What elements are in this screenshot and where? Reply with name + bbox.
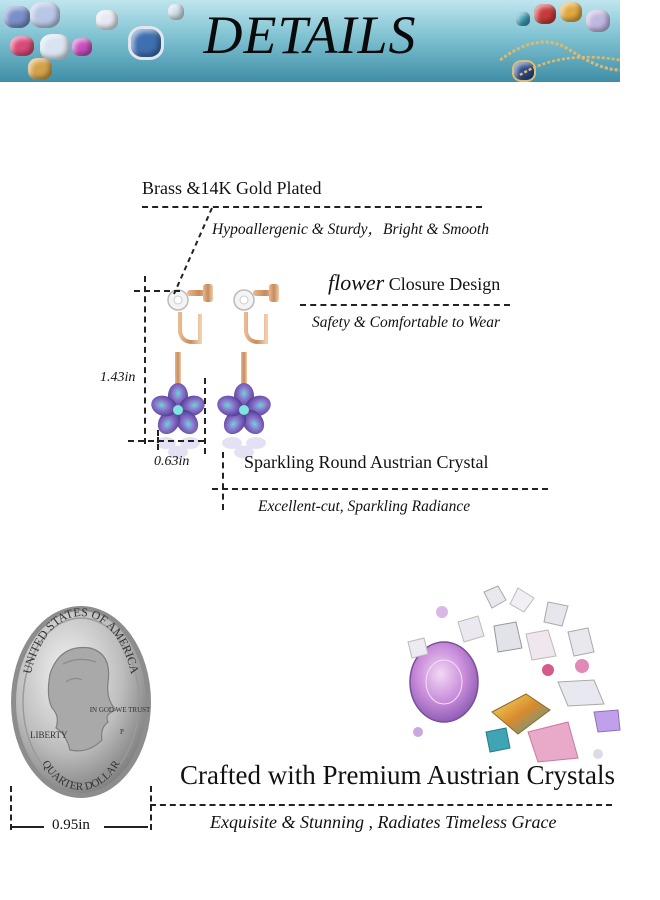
material-title: Brass &14K Gold Plated — [142, 178, 322, 198]
closure-divider — [300, 304, 510, 306]
closure-subtitle: Safety & Comfortable to Wear — [312, 314, 500, 331]
closure-title-rest: Closure Design — [384, 274, 501, 294]
bottom-subtitle: Exquisite & Stunning , Radiates Timeless Grace — [210, 812, 557, 832]
material-leader-line — [170, 206, 215, 296]
crystal-subtitle: Excellent-cut, Sparkling Radiance — [258, 498, 471, 515]
closure-title-emph: flower — [328, 270, 385, 295]
coin-liberty-text: LIBERTY — [30, 730, 68, 740]
coin-dimension-line-left — [12, 826, 44, 828]
coin-right-tick — [150, 786, 152, 830]
width-left-tick — [157, 430, 159, 450]
coin-left-tick — [10, 786, 12, 830]
gold-chain-icon — [500, 20, 620, 82]
coin-dimension-line-right — [104, 826, 148, 828]
coin-top-text: UNITED STATES OF AMERICA — [20, 604, 142, 676]
banner-title: DETAILS — [203, 5, 417, 65]
loose-crystals-icon — [398, 582, 624, 768]
coin-bottom-text: QUARTER DOLLAR — [39, 758, 123, 794]
crystal-divider — [212, 488, 548, 490]
width-dimension-label: 0.63in — [154, 454, 190, 469]
height-bottom-tick — [128, 440, 204, 442]
height-dimension-label: 1.43in — [100, 370, 136, 385]
crystal-title: Sparkling Round Austrian Crystal — [244, 452, 489, 472]
coin-dimension-label: 0.95in — [52, 817, 90, 833]
bottom-title: Crafted with Premium Austrian Crystals — [180, 760, 615, 790]
material-subtitle: Hypoallergenic & Sturdy，Bright & Smooth — [212, 221, 489, 238]
width-right-tick — [204, 378, 206, 454]
details-banner — [0, 0, 620, 82]
quarter-coin-icon — [8, 604, 154, 800]
closure-title — [328, 270, 500, 296]
height-dimension-line — [144, 276, 146, 444]
bottom-divider — [150, 804, 612, 806]
coin-motto-text: IN GOD WE TRUST — [89, 706, 151, 714]
right-earring-icon — [215, 284, 279, 459]
gem-decoration-icon — [560, 2, 582, 22]
height-top-tick — [134, 290, 180, 292]
crystal-leader-line — [222, 452, 224, 510]
coin-mint-mark: P — [120, 728, 124, 736]
